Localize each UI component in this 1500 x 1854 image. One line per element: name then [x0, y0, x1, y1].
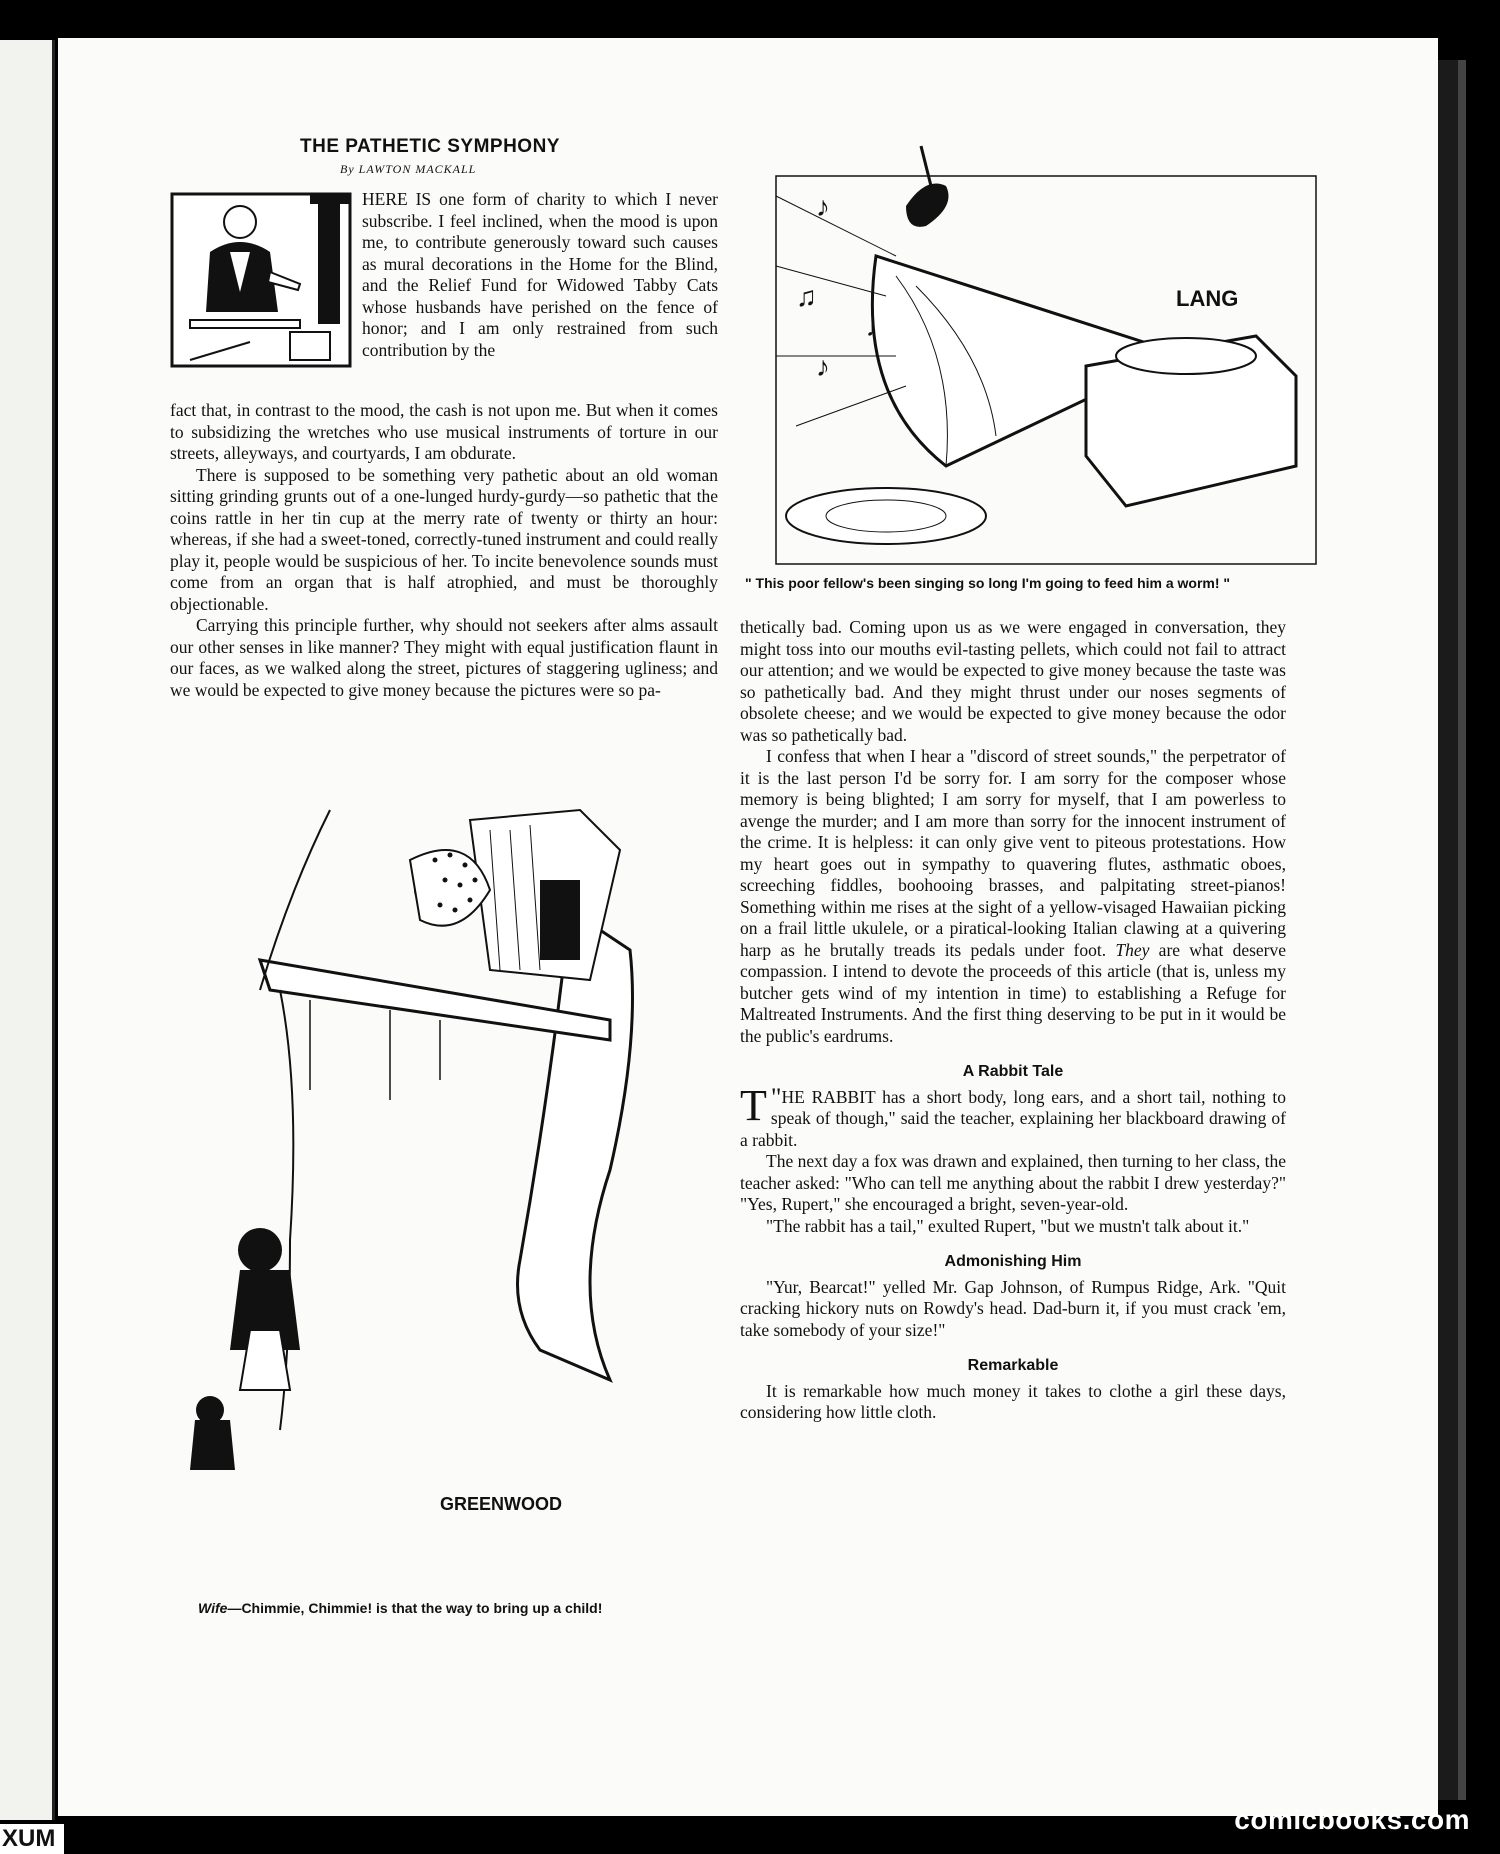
paragraph-5-body: I confess that when I hear a "discord of street sounds," the perpetrator of it is the last person I'd be sorry for. I am sorry for the composer whose memory is being blighted; I am sorry for myself, that I am powerless to avenge the murder; and I am more than sorry for the innocent instrument of the crime. It is helpless: it can only give vent to piteous protestations. How my heart goes out in sympathy to quavering flutes, asthmatic oboes, screeching fiddles, boohooing brasses, and palpitating street-pianos! Something within me rises at the sight of a yellow-visaged Hawaiian picking on a frail little ukulele, or a piratical-looking Italian clawing at a quivering harp as he brutally treads its pedals under foot.: [740, 746, 1286, 960]
paragraph-5-end: are what deserve compassion. I intend to devote the proceeds of this article (that is, unless my butcher gets wind of my intention in time) to establishing a Refuge for Maltreated Instruments. And the first thing deserving to be put in it would be the public's eardrums.: [740, 939, 1287, 1046]
caption-text: —Chimmie, Chimmie! is that the way to bring up a child!: [227, 1600, 603, 1616]
rabbit-tale-p2: The next day a fox was drawn and explained, then turning to her class, the teacher asked: "Who can tell me anything about the rabbit I drew yesterday?" "Yes, Rupert," she encouraged a bright, seven-year-old.: [740, 1151, 1286, 1214]
rabbit-tale-p1-text: HE RABBIT has a short body, long ears, and a short tail, nothing to speak of though," said the teacher, explaining her blackboard drawing of a rabbit.: [740, 1086, 1286, 1150]
svg-text:♫: ♫: [796, 282, 817, 313]
admonishing-title: Admonishing Him: [944, 1253, 1082, 1270]
article-title: THE PATHETIC SYMPHONY: [300, 136, 560, 157]
rabbit-tale-p1: [740, 1080, 1286, 1152]
rabbit-open-quote: ": [770, 1082, 782, 1112]
rabbit-tale-p3: "The rabbit has a tail," exulted Rupert, "but we mustn't talk about it.": [766, 1215, 1250, 1236]
rabbit-tale-title: A Rabbit Tale: [962, 1063, 1064, 1080]
paragraph-1-continued: fact that, in contrast to the mood, the cash is not upon me. But when it comes to subsidizing the wretches who use musical instruments of torture in our streets, alleyways, and courtyards, I am obdurate.: [170, 400, 718, 463]
svg-text:♪: ♪: [816, 192, 830, 223]
paragraph-4: thetically bad. Coming upon us as we were engaged in conversation, they might toss into our mouths evil-tasting pellets, which could not fail to attract our attention; and we would be expected to give money because the taste was so pathetically bad. And they might thrust under our noses segments of obsolete cheese; and we would be expected to give money because the odor was so pathetically bad.: [740, 617, 1286, 745]
rabbit-dropcap: T: [740, 1080, 767, 1130]
phonograph-caption: " This poor fellow's been singing so long I'm going to feed him a worm! ": [745, 575, 1231, 591]
paragraph-5: [740, 746, 1286, 1047]
page-edge-shadow: [1458, 60, 1466, 1800]
phonograph-signature: LANG: [1176, 286, 1239, 311]
admonishing-p1: "Yur, Bearcat!" yelled Mr. Gap Johnson, of Rumpus Ridge, Ark. "Quit cracking hickory nuts on Rowdy's head. Dad-burn it, if you must crack 'em, take somebody of your size!": [740, 1276, 1286, 1340]
left-column: [170, 400, 718, 701]
remarkable-p1: It is remarkable how much money it takes to clothe a girl these days, considering how little cloth.: [740, 1380, 1286, 1422]
dropcap-illustration: [170, 192, 352, 368]
right-column: [740, 617, 1286, 1424]
article-byline: By LAWTON MACKALL: [340, 162, 477, 176]
svg-text:♪: ♪: [816, 352, 830, 383]
watermark: comicbooks.com: [1234, 1804, 1470, 1835]
dropcap-paragraph: HERE IS one form of charity to which I never subscribe. I feel inclined, when the mood is upon me, to contribute generously toward such causes as mural decorations in the Home for the Blind, and the Relief Fund for Widowed Tabby Cats whose husbands have perished on the fence of honor; and I am only restrained from such contribution by the: [362, 189, 718, 360]
page-edge-right: [1438, 60, 1458, 1800]
treehouse-caption: [198, 1600, 718, 1616]
book-spine-left: [0, 40, 55, 1820]
svg-text:♩: ♩: [866, 316, 890, 342]
phonograph-cartoon: [756, 136, 1336, 576]
emphasis-they: They: [1115, 939, 1150, 960]
caption-speaker: Wife: [198, 1600, 228, 1616]
corner-tag: XUM: [0, 1824, 64, 1854]
paragraph-2: There is supposed to be something very pathetic about an old woman sitting grinding grunts out of a one-lunged hurdy-gurdy—so pathetic that the coins rattle in her tin cup at the merry rate of twenty or thirty an hour: whereas, if she had a sweet-toned, correctly-tuned instrument and could really play it, people would be suspicious of her. To incite benevolence sounds must come from an organ that is half atrophied, and must be thoroughly objectionable.: [170, 464, 718, 614]
remarkable-title: Remarkable: [967, 1357, 1059, 1374]
treehouse-signature: GREENWOOD: [440, 1494, 563, 1514]
treehouse-cartoon: [190, 790, 710, 1550]
paragraph-3: Carrying this principle further, why should not seekers after alms assault our other senses in like manner? They might with equal justification flaunt in our faces, as we walked along the street, pictures of staggering ugliness; and we would be expected to give money because the pictures were so pa-: [170, 615, 718, 700]
